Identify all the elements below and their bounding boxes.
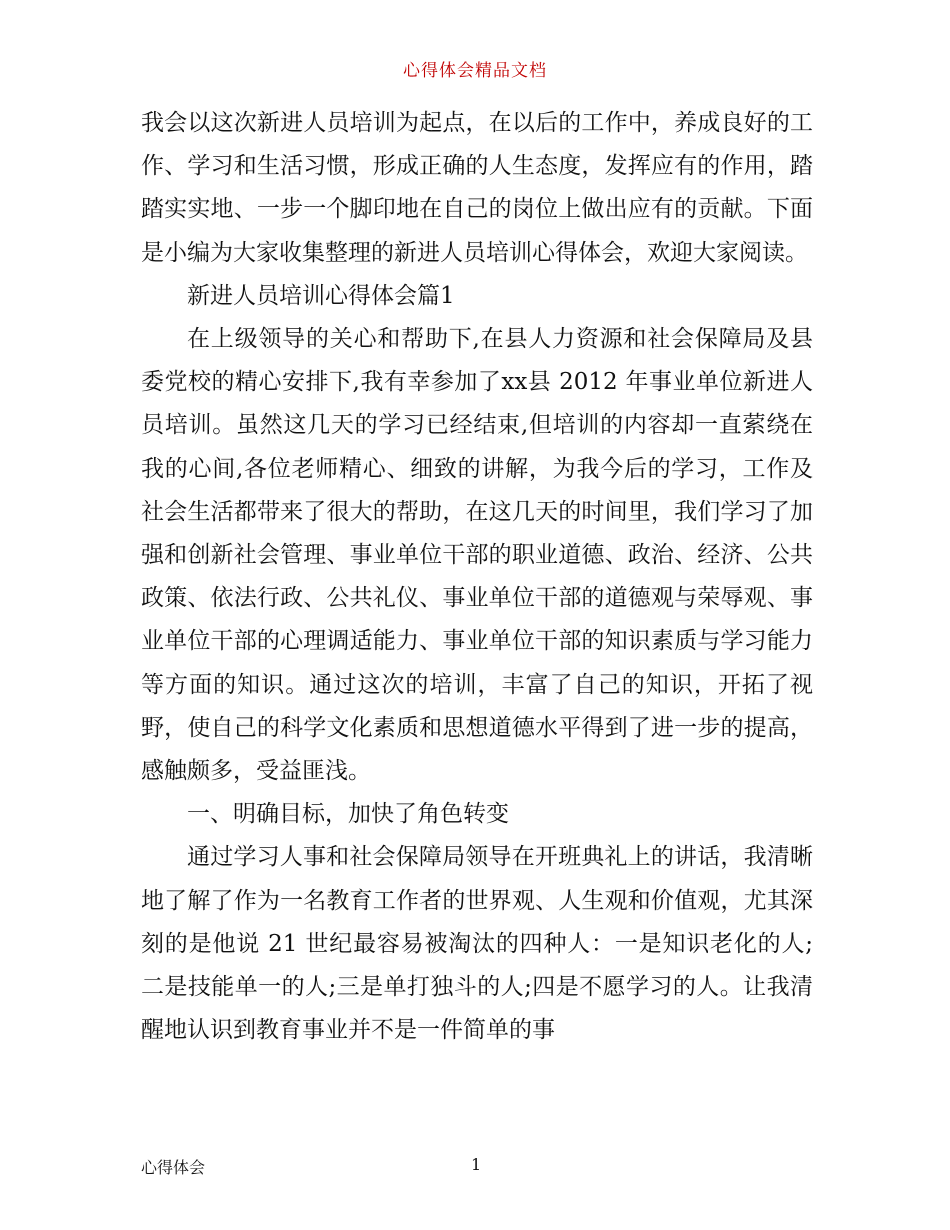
footer-label: 心得体会 xyxy=(141,1158,206,1177)
body-paragraph: 在上级领导的关心和帮助下,在县人力资源和社会保障局及县委党校的精心安排下,我有幸参加了xx县 2012 年事业单位新进人员培训。虽然这几天的学习已经结束,但培训的内容却一直萦绕在我的心间,各位老师精心、细致的讲解，为我今后的学习，工作及社会生活都带来了很大的帮助，在这几天的时间里，我们学习了加强和创新社会管理、事业单位干部的职业道德、政治、经济、公共政策、依法行政、公共礼仪、事业单位干部的道德观与荣辱观、事业单位干部的心理调适能力、事业单位干部的知识素质与学习能力等方面的知识。通过这次的培训，丰富了自己的知识，开拓了视野，使自己的科学文化素质和思想道德水平得到了进一步的提高，感触颇多，受益匪浅。 xyxy=(141,326,813,785)
document-body xyxy=(141,102,813,1052)
document-header-title: 心得体会精品文档 xyxy=(403,61,547,81)
page-number: 1 xyxy=(471,1155,482,1174)
intro-paragraph: 我会以这次新进人员培训为起点，在以后的工作中，养成良好的工作、学习和生活习惯，形成正确的人生态度，发挥应有的作用，踏踏实实地、一步一个脚印地在自己的岗位上做出应有的贡献。下面是小编为大家收集整理的新进人员培训心得体会，欢迎大家阅读。 xyxy=(141,110,813,266)
body-paragraph: 通过学习人事和社会保障局领导在开班典礼上的讲话，我清晰地了解了作为一名教育工作者的世界观、人生观和价值观，尤其深刻的是他说 21 世纪最容易被淘汰的四种人：一是知识老化的人;二是技能单一的人;三是单打独斗的人;四是不愿学习的人。让我清醒地认识到教育事业并不是一件简单的事 xyxy=(141,844,813,1044)
subsection-heading: 一、明确目标，加快了角色转变 xyxy=(187,801,509,828)
section-heading: 新进人员培训心得体会篇1 xyxy=(187,282,455,309)
